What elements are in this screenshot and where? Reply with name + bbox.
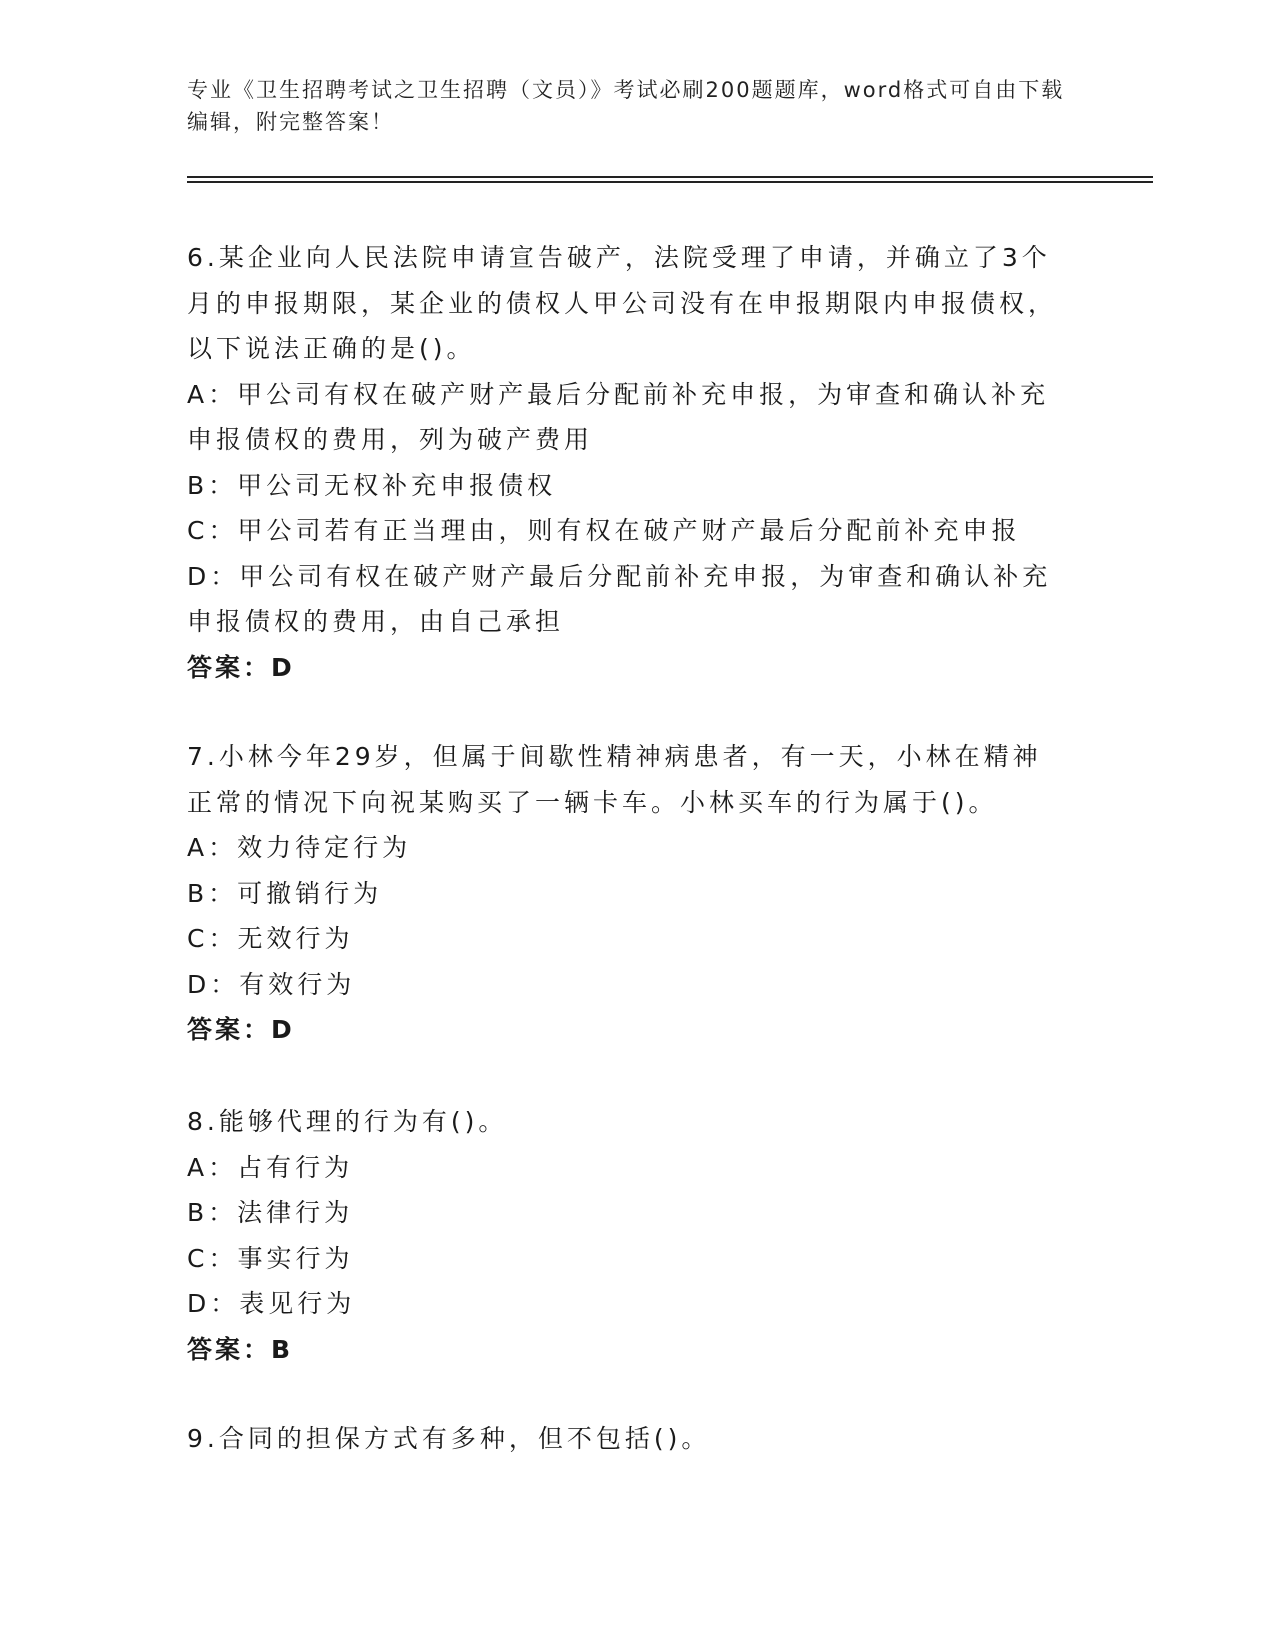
answer: 答案：B <box>187 1334 294 1364</box>
option-a: A：占有行为 <box>187 1152 354 1182</box>
option-c: C：甲公司若有正当理由，则有权在破产财产最后分配前补充申报 <box>187 516 1021 545</box>
question-7 <box>187 734 1067 1053</box>
option-d: D：有效行为 <box>187 969 356 999</box>
option-b: B：甲公司无权补充申报债权 <box>187 470 557 500</box>
question-6 <box>187 235 1067 690</box>
answer: 答案：D <box>187 652 295 682</box>
question-stem: 7.小林今年29岁，但属于间歇性精神病患者，有一天，小林在精神正常的情况下向祝某购买了一辆卡车。小林买车的行为属于()。 <box>187 742 1042 817</box>
option-b: B：法律行为 <box>187 1198 354 1227</box>
question-stem: 6.某企业向人民法院申请宣告破产，法院受理了申请，并确立了3个月的申报期限，某企业的债权人甲公司没有在申报期限内申报债权，以下说法正确的是()。 <box>187 243 1058 363</box>
option-d: D：甲公司有权在破产财产最后分配前补充申报，为审查和确认补充申报债权的费用，由自己承担 <box>187 561 1052 636</box>
question-9 <box>187 1416 1067 1462</box>
header-divider-top <box>187 176 1153 178</box>
question-stem: 9.合同的担保方式有多种，但不包括()。 <box>187 1424 711 1453</box>
option-a: A：甲公司有权在破产财产最后分配前补充申报，为审查和确认补充申报债权的费用，列为破产费用 <box>187 379 1050 454</box>
question-8 <box>187 1099 1067 1372</box>
option-d: D：表见行为 <box>187 1289 356 1318</box>
header-divider-bottom <box>187 181 1153 183</box>
option-c: C：无效行为 <box>187 924 354 953</box>
answer: 答案：D <box>187 1015 295 1044</box>
option-c: C：事实行为 <box>187 1243 354 1273</box>
option-a: A：效力待定行为 <box>187 833 412 862</box>
option-b: B：可撤销行为 <box>187 878 383 908</box>
document-header: 专业《卫生招聘考试之卫生招聘（文员）》考试必刷200题题库，word格式可自由下载编辑，附完整答案！ <box>187 78 1065 134</box>
question-stem: 8.能够代理的行为有()。 <box>187 1107 508 1136</box>
